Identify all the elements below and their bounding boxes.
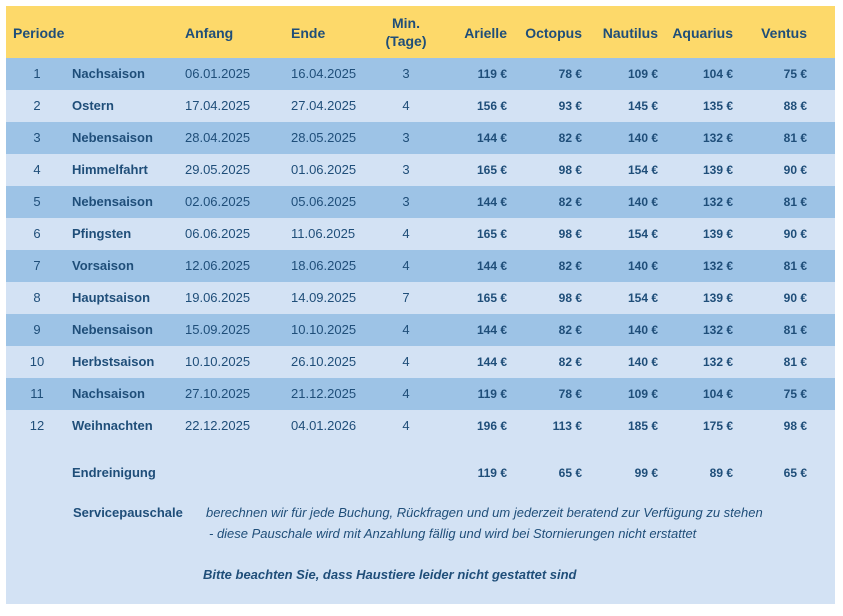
- row-start-date: 22.12.2025: [185, 418, 251, 433]
- row-end-date: 27.04.2025: [291, 98, 357, 113]
- row-price-aquarius: 132 €: [702, 259, 733, 273]
- row-end-date: 16.04.2025: [291, 66, 357, 81]
- header-ende: Ende: [291, 25, 326, 41]
- pets-notice: Bitte beachten Sie, dass Haustiere leider nicht gestattet sind: [203, 567, 577, 582]
- row-min-days: 7: [402, 290, 410, 305]
- row-name: Vorsaison: [72, 258, 134, 273]
- row-price-arielle: 144 €: [476, 131, 507, 145]
- row-price-nautilus: 140 €: [627, 195, 658, 209]
- row-end-date: 05.06.2025: [291, 194, 357, 209]
- row-price-nautilus: 140 €: [627, 323, 658, 337]
- row-min-days: 4: [402, 226, 410, 241]
- row-price-octopus: 78 €: [558, 67, 582, 81]
- row-name: Hauptsaison: [72, 290, 151, 305]
- cleaning-arielle: 119 €: [477, 466, 507, 480]
- row-price-aquarius: 139 €: [702, 227, 733, 241]
- row-start-date: 02.06.2025: [185, 194, 251, 209]
- row-price-octopus: 82 €: [558, 259, 582, 273]
- row-name: Nachsaison: [72, 66, 145, 81]
- row-min-days: 4: [402, 258, 410, 273]
- row-end-date: 10.10.2025: [291, 322, 357, 337]
- row-price-aquarius: 132 €: [702, 355, 733, 369]
- row-periode: 7: [33, 258, 41, 273]
- row-periode: 12: [29, 418, 45, 433]
- row-periode: 11: [30, 386, 44, 401]
- row-price-arielle: 165 €: [476, 227, 507, 241]
- row-price-aquarius: 135 €: [702, 99, 733, 113]
- service-line-2: - diese Pauschale wird mit Anzahlung fällig und wird bei Stornierungen nicht erstattet: [209, 526, 697, 541]
- row-price-octopus: 98 €: [558, 163, 582, 177]
- row-end-date: 18.06.2025: [291, 258, 357, 273]
- header-ventus: Ventus: [761, 25, 807, 41]
- header-periode: Periode: [13, 25, 65, 41]
- row-price-octopus: 82 €: [558, 195, 582, 209]
- row-min-days: 3: [402, 66, 410, 81]
- price-table: [6, 6, 835, 604]
- row-periode: 10: [29, 354, 45, 369]
- table-row: [6, 314, 835, 346]
- row-name: Pfingsten: [72, 226, 132, 241]
- cleaning-octopus: 65 €: [558, 466, 582, 480]
- row-periode: 9: [33, 322, 41, 337]
- header-arielle: Arielle: [464, 25, 507, 41]
- row-name: Nebensaison: [72, 130, 153, 145]
- row-periode: 4: [33, 162, 41, 177]
- header-min-tage: [378, 14, 434, 50]
- row-price-arielle: 196 €: [476, 419, 507, 433]
- row-end-date: 21.12.2025: [291, 386, 357, 401]
- row-price-ventus: 88 €: [783, 99, 807, 113]
- row-price-aquarius: 104 €: [702, 387, 733, 401]
- row-price-nautilus: 145 €: [627, 99, 658, 113]
- table-row: [6, 410, 835, 442]
- row-price-arielle: 144 €: [476, 355, 507, 369]
- row-name: Nachsaison: [72, 386, 145, 401]
- row-name: Nebensaison: [72, 194, 153, 209]
- row-periode: 6: [33, 226, 41, 241]
- header-aquarius: Aquarius: [672, 25, 733, 41]
- row-price-ventus: 75 €: [783, 387, 807, 401]
- cleaning-label: Endreinigung: [72, 465, 156, 480]
- row-periode: 1: [33, 66, 41, 81]
- row-periode: 2: [33, 98, 41, 113]
- row-price-ventus: 81 €: [783, 259, 807, 273]
- table-row: [6, 250, 835, 282]
- row-price-arielle: 119 €: [477, 387, 507, 401]
- row-price-octopus: 82 €: [558, 131, 582, 145]
- service-label: Servicepauschale: [73, 505, 183, 520]
- row-price-arielle: 165 €: [476, 291, 507, 305]
- row-end-date: 01.06.2025: [291, 162, 357, 177]
- table-row: [6, 378, 835, 410]
- row-name: Nebensaison: [72, 322, 153, 337]
- row-start-date: 12.06.2025: [185, 258, 251, 273]
- row-price-arielle: 144 €: [476, 259, 507, 273]
- row-start-date: 15.09.2025: [185, 322, 251, 337]
- row-name: Herbstsaison: [72, 354, 155, 369]
- row-price-nautilus: 154 €: [627, 163, 658, 177]
- header-min-line1: Min.: [392, 15, 420, 31]
- row-price-aquarius: 139 €: [702, 163, 733, 177]
- row-start-date: 06.06.2025: [185, 226, 251, 241]
- row-price-arielle: 144 €: [476, 195, 507, 209]
- row-end-date: 04.01.2026: [291, 418, 357, 433]
- table-row: [6, 154, 835, 186]
- table-row: [6, 218, 835, 250]
- service-line-1: berechnen wir für jede Buchung, Rückfragen und um jederzeit beratend zur Verfügung zu stehen: [206, 505, 763, 520]
- row-periode: 8: [33, 290, 41, 305]
- header-octopus: Octopus: [525, 25, 582, 41]
- table-row: [6, 122, 835, 154]
- row-price-aquarius: 139 €: [702, 291, 733, 305]
- row-price-ventus: 98 €: [783, 419, 807, 433]
- row-price-ventus: 90 €: [783, 227, 807, 241]
- row-min-days: 3: [402, 130, 410, 145]
- row-price-arielle: 156 €: [476, 99, 507, 113]
- row-price-ventus: 81 €: [783, 323, 807, 337]
- row-start-date: 28.04.2025: [185, 130, 251, 145]
- row-price-octopus: 113 €: [552, 419, 582, 433]
- table-row: [6, 58, 835, 90]
- header-anfang: Anfang: [185, 25, 234, 41]
- row-start-date: 17.04.2025: [185, 98, 251, 113]
- table-header: [6, 6, 835, 58]
- header-min-line2: (Tage): [385, 33, 427, 49]
- table-row: [6, 186, 835, 218]
- row-periode: 5: [33, 194, 41, 209]
- row-start-date: 27.10.2025: [185, 386, 251, 401]
- row-periode: 3: [33, 130, 41, 145]
- row-price-ventus: 81 €: [783, 131, 807, 145]
- row-price-nautilus: 140 €: [627, 131, 658, 145]
- row-price-arielle: 165 €: [476, 163, 507, 177]
- row-price-nautilus: 109 €: [627, 67, 658, 81]
- row-price-aquarius: 132 €: [702, 195, 733, 209]
- row-price-nautilus: 154 €: [627, 227, 658, 241]
- row-price-nautilus: 154 €: [627, 291, 658, 305]
- row-min-days: 4: [402, 386, 410, 401]
- row-price-ventus: 90 €: [783, 291, 807, 305]
- row-end-date: 26.10.2025: [291, 354, 357, 369]
- cleaning-nautilus: 99 €: [634, 466, 658, 480]
- row-price-aquarius: 175 €: [702, 419, 733, 433]
- row-price-ventus: 90 €: [783, 163, 807, 177]
- row-price-nautilus: 140 €: [627, 355, 658, 369]
- table-row: [6, 90, 835, 122]
- row-price-nautilus: 140 €: [627, 259, 658, 273]
- row-price-octopus: 82 €: [558, 323, 582, 337]
- row-price-nautilus: 185 €: [627, 419, 658, 433]
- row-min-days: 4: [402, 418, 410, 433]
- table-row: [6, 282, 835, 314]
- row-price-arielle: 119 €: [477, 67, 507, 81]
- row-min-days: 3: [402, 194, 410, 209]
- cleaning-row: [6, 457, 835, 489]
- row-start-date: 19.06.2025: [185, 290, 251, 305]
- cleaning-aquarius: 89 €: [709, 466, 733, 480]
- row-price-octopus: 93 €: [558, 99, 582, 113]
- header-nautilus: Nautilus: [602, 25, 658, 41]
- row-price-nautilus: 109 €: [627, 387, 658, 401]
- row-end-date: 14.09.2025: [291, 290, 357, 305]
- row-price-ventus: 81 €: [783, 355, 807, 369]
- row-price-octopus: 78 €: [558, 387, 582, 401]
- row-name: Weihnachten: [72, 418, 153, 433]
- row-price-aquarius: 132 €: [702, 131, 733, 145]
- row-start-date: 29.05.2025: [185, 162, 251, 177]
- row-min-days: 4: [402, 98, 410, 113]
- row-min-days: 3: [402, 162, 410, 177]
- row-min-days: 4: [402, 354, 410, 369]
- row-price-octopus: 98 €: [558, 291, 582, 305]
- row-start-date: 06.01.2025: [185, 66, 251, 81]
- row-price-arielle: 144 €: [476, 323, 507, 337]
- row-price-ventus: 75 €: [783, 67, 807, 81]
- row-name: Ostern: [72, 98, 114, 113]
- row-end-date: 11.06.2025: [291, 226, 356, 241]
- row-start-date: 10.10.2025: [185, 354, 251, 369]
- table-row: [6, 346, 835, 378]
- row-price-aquarius: 104 €: [702, 67, 733, 81]
- row-price-ventus: 81 €: [783, 195, 807, 209]
- row-price-octopus: 98 €: [558, 227, 582, 241]
- row-price-octopus: 82 €: [558, 355, 582, 369]
- row-min-days: 4: [402, 322, 410, 337]
- row-end-date: 28.05.2025: [291, 130, 357, 145]
- row-name: Himmelfahrt: [72, 162, 148, 177]
- row-price-aquarius: 132 €: [702, 323, 733, 337]
- cleaning-ventus: 65 €: [783, 466, 807, 480]
